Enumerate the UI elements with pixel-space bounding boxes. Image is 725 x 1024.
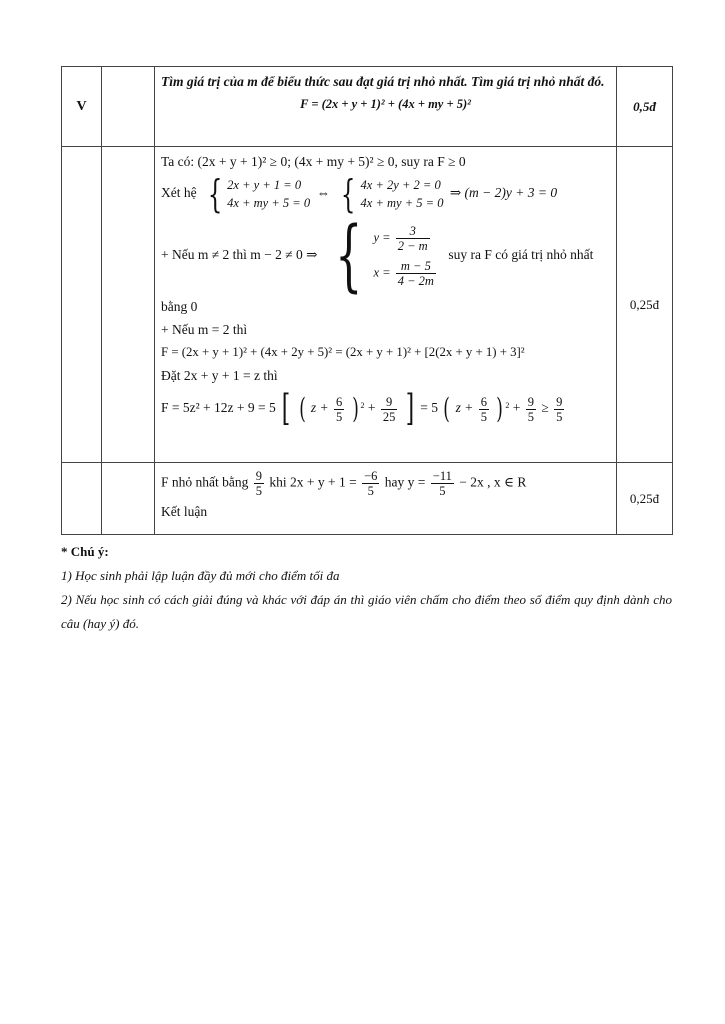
y-solution: y = $\frac{3}{2 - m}$	[373, 224, 428, 253]
note-2: 2) Nếu học sinh có cách giải đúng và khác với đáp án thì giáo viên chấm cho điểm theo số điểm quy định dành cho câu (hay ý) đó.	[61, 592, 672, 631]
system-2-eq2: 4x + my + 5 = 0	[360, 196, 444, 210]
conclusion-line: F nhỏ nhất bằng $\frac{9}{5}$ khi 2x + y + 1 = $\frac{-6}{5}$ hay y = $\frac{-11}{5}$ − 2x , x ∈ R	[161, 469, 527, 498]
solution-score: 0,25đ	[617, 147, 673, 463]
left-brace-icon: {	[207, 172, 223, 216]
case-1-end: bằng 0	[161, 299, 198, 314]
y-denominator: 2 − m	[397, 239, 428, 253]
y-numerator: 3	[409, 224, 416, 238]
case-1-tail: suy ra F có giá trị nhỏ nhất	[448, 247, 594, 263]
question-row	[62, 67, 673, 147]
sub-question-cell	[102, 67, 155, 147]
conclusion-score: 0,25đ	[617, 463, 673, 535]
left-paren-icon: (	[298, 392, 306, 425]
x-denominator: 4 − 2m	[397, 274, 434, 288]
solution-row	[62, 147, 673, 463]
system-1-eq2: 4x + my + 5 = 0	[227, 196, 311, 210]
question-number: V	[62, 67, 102, 147]
case-2-line: + Nếu m = 2 thì	[161, 322, 248, 337]
conclusion-sub-cell	[102, 463, 155, 535]
right-bracket-icon: ]	[405, 388, 415, 429]
completing-square-line: F = 5z² + 12z + 9 = 5 [ ( z + $\frac{6}{5}$ ) $^2$ + $\frac{9}{25}$ ] = 5 ( z + $\frac{6}{5}$ ) $^2$ + $\frac{9}{5}$ ≥ $\frac{9}{5}$	[161, 388, 563, 429]
solution-line-1: Ta có: (2x + y + 1)² ≥ 0; (4x + my + 5)² ≥ 0, suy ra F ≥ 0	[161, 154, 466, 169]
substitution-line: Đặt 2x + y + 1 = z thì	[161, 368, 278, 383]
case-1-text: + Nếu m ≠ 2 thì m − 2 ≠ 0 ⇒	[161, 247, 318, 263]
case-1-line	[161, 211, 610, 301]
system-line	[161, 172, 610, 216]
grading-table	[61, 66, 673, 535]
x-solution: x = $\frac{m - 5}{4 - 2m}$	[373, 259, 434, 288]
case-2-expansion: F = (2x + y + 1)² + (4x + 2y + 5)² = (2x + y + 1)² + [2(2x + y + 1) + 3]²	[161, 345, 525, 359]
system-label: Xét hệ	[161, 185, 197, 201]
conclusion-number-cell	[62, 463, 102, 535]
note-1: 1) Học sinh phải lập luận đầy đủ mới cho điểm tối đa	[61, 568, 340, 583]
question-score: 0,5đ	[617, 67, 673, 147]
system-result: ⇒ (m − 2)y + 3 = 0	[449, 185, 558, 201]
right-paren-icon: )	[496, 392, 504, 425]
solution-system	[324, 211, 438, 301]
conclusion-label: Kết luận	[161, 504, 208, 519]
left-brace-icon: {	[341, 172, 356, 216]
conclusion-cell	[155, 463, 617, 535]
question-prompt: Tìm giá trị của m để biểu thức sau đạt giá trị nhỏ nhất. Tìm giá trị nhỏ nhất đó.	[161, 74, 605, 89]
notes-title: * Chú ý:	[61, 544, 109, 559]
system-2	[336, 172, 444, 216]
solution-number-cell	[62, 147, 102, 463]
conclusion-row	[62, 463, 673, 535]
x-numerator: m − 5	[400, 259, 431, 273]
left-paren-icon: (	[443, 392, 451, 425]
question-formula: F = (2x + y + 1)² + (4x + my + 5)²	[300, 97, 471, 111]
right-paren-icon: )	[351, 392, 359, 425]
left-bracket-icon: [	[281, 388, 291, 429]
left-brace-icon: {	[335, 211, 363, 301]
equivalence-symbol: ⇔	[316, 185, 330, 201]
system-1	[203, 172, 311, 216]
system-1-eq1: 2x + y + 1 = 0	[227, 178, 302, 192]
question-prompt-cell	[155, 67, 617, 147]
notes-section	[61, 540, 672, 636]
system-2-eq1: 4x + 2y + 2 = 0	[360, 178, 441, 192]
solution-cell	[155, 147, 617, 463]
solution-sub-cell	[102, 147, 155, 463]
